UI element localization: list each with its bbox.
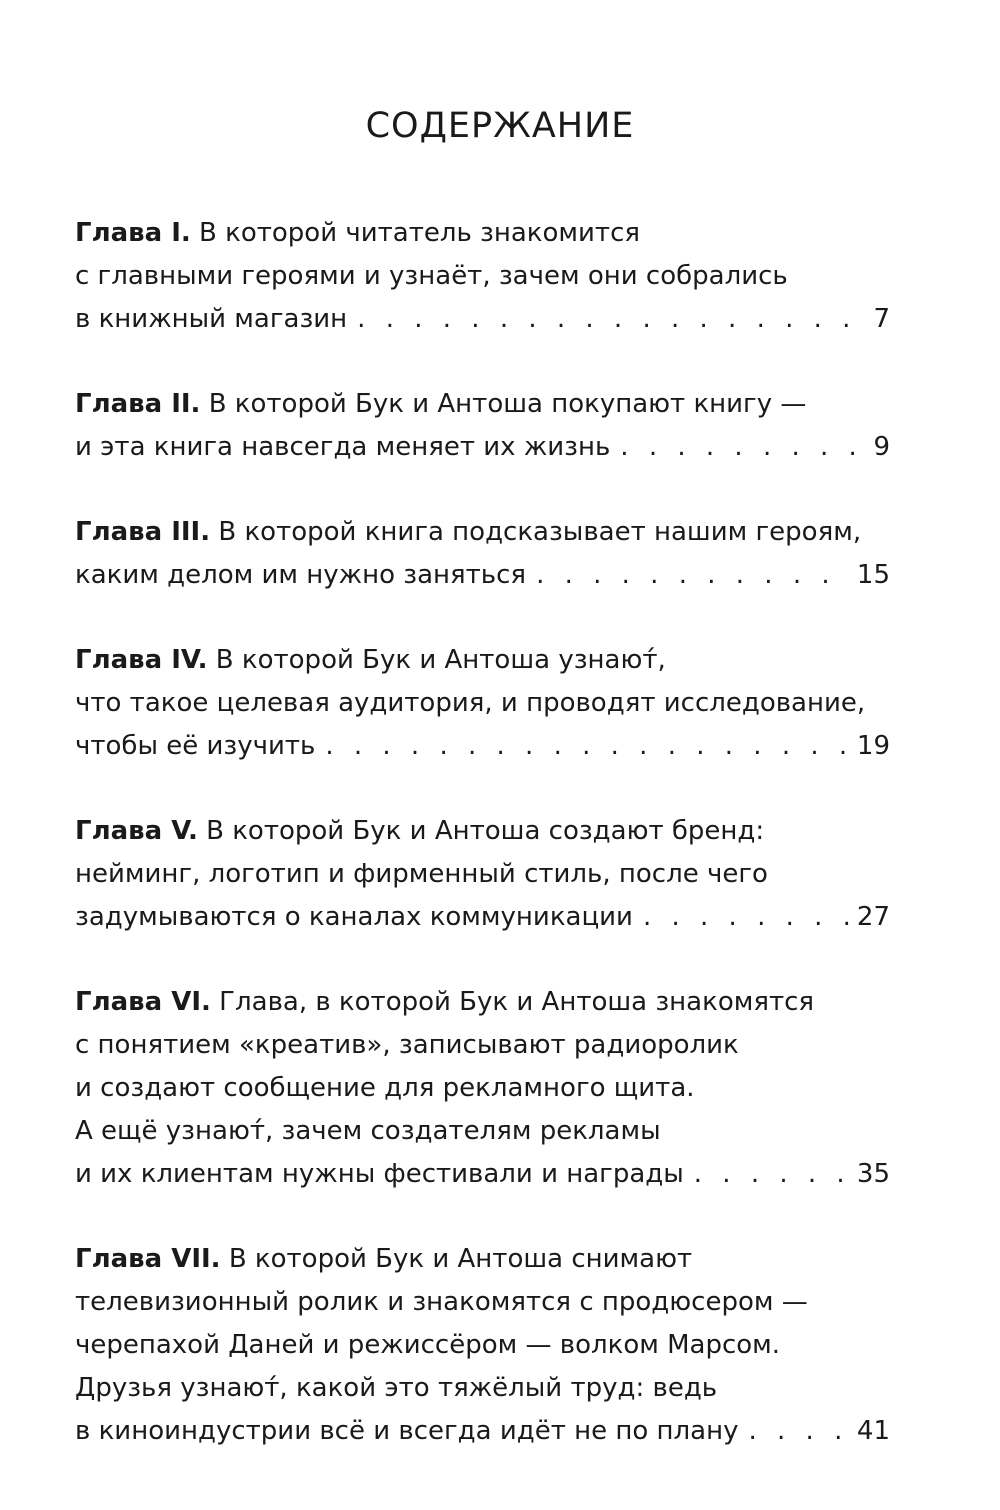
dot-leader: [694, 1153, 849, 1196]
toc-entry-chapter-3[interactable]: [75, 511, 890, 597]
entry-text: В которой книга подсказывает нашим героям,: [210, 517, 862, 547]
entry-first-line: [75, 511, 890, 554]
toc-entry-chapter-6[interactable]: [75, 981, 890, 1196]
entry-text: В которой Бук и Антоша узнают́,: [207, 645, 666, 675]
entry-text: в книжный магазин: [75, 304, 348, 334]
chapter-label: Глава V.: [75, 816, 198, 846]
entry-last-line: [75, 554, 890, 597]
toc-entry-chapter-1[interactable]: [75, 212, 890, 341]
chapter-label: Глава I.: [75, 218, 191, 248]
entry-last-line: [75, 896, 890, 939]
entry-text: В которой Бук и Антоша снимают: [220, 1244, 693, 1274]
entry-text-line: нейминг, логотип и фирменный стиль, после чего: [75, 859, 768, 889]
dot-leader: [325, 725, 849, 768]
entry-text-line: Друзья узнают́, какой это тяжёлый труд: ведь: [75, 1373, 718, 1403]
page-number: 27: [856, 902, 890, 932]
entry-text: В которой Бук и Антоша создают бренд:: [197, 816, 765, 846]
page-number: 35: [856, 1159, 890, 1189]
entry-text-line: что такое целевая аудитория, и проводят исследование,: [75, 688, 866, 718]
dot-leader: [357, 298, 865, 341]
entry-first-line: [75, 212, 890, 255]
page-number: 9: [873, 432, 890, 462]
entry-text-line: А ещё узнают́, зачем создателям рекламы: [75, 1116, 661, 1146]
page-number: 41: [856, 1416, 890, 1446]
table-of-contents: [75, 212, 890, 1495]
chapter-label: Глава VI.: [75, 987, 211, 1017]
entry-text: В которой Бук и Антоша покупают книгу —: [200, 389, 807, 419]
entry-first-line: [75, 639, 890, 682]
entry-text: задумываются о каналах коммуникации: [75, 902, 633, 932]
entry-first-line: [75, 810, 890, 853]
dot-leader: [749, 1410, 849, 1453]
page-number: 15: [856, 560, 890, 590]
dot-leader: [643, 896, 849, 939]
entry-first-line: [75, 383, 890, 426]
chapter-label: Глава IV.: [75, 645, 208, 675]
toc-entry-chapter-7[interactable]: [75, 1238, 890, 1453]
entry-last-line: [75, 725, 890, 768]
page-number: 7: [873, 304, 890, 334]
entry-first-line: [75, 1238, 890, 1281]
entry-text-line: с главными героями и узнаёт, зачем они собрались: [75, 261, 788, 291]
entry-text-line: черепахой Даней и режиссёром — волком Марсом.: [75, 1330, 781, 1360]
toc-entry-chapter-2[interactable]: [75, 383, 890, 469]
entry-text: в киноиндустрии всё и всегда идёт не по плану: [75, 1416, 739, 1446]
chapter-label: Глава VII.: [75, 1244, 221, 1274]
page-title: СОДЕРЖАНИЕ: [365, 106, 635, 146]
page-number: 19: [856, 731, 890, 761]
chapter-label: Глава III.: [75, 517, 211, 547]
entry-text: каким делом им нужно заняться: [75, 560, 527, 590]
dot-leader: [620, 426, 865, 469]
entry-text: и их клиентам нужны фестивали и награды: [75, 1159, 684, 1189]
entry-last-line: [75, 1153, 890, 1196]
entry-text: В которой читатель знакомится: [190, 218, 641, 248]
entry-text: чтобы её изучить: [75, 731, 316, 761]
entry-last-line: [75, 1410, 890, 1453]
dot-leader: [536, 554, 849, 597]
entry-text: Глава, в которой Бук и Антоша знакомятся: [210, 987, 815, 1017]
entry-first-line: [75, 981, 890, 1024]
entry-text-line: с понятием «креатив», записывают радиоролик: [75, 1030, 739, 1060]
entry-last-line: [75, 426, 890, 469]
toc-entry-chapter-4[interactable]: [75, 639, 890, 768]
toc-entry-chapter-5[interactable]: [75, 810, 890, 939]
entry-last-line: [75, 298, 890, 341]
entry-text-line: и создают сообщение для рекламного щита.: [75, 1073, 695, 1103]
chapter-label: Глава II.: [75, 389, 201, 419]
entry-text-line: телевизионный ролик и знакомятся с продюсером —: [75, 1287, 808, 1317]
entry-text: и эта книга навсегда меняет их жизнь: [75, 432, 611, 462]
